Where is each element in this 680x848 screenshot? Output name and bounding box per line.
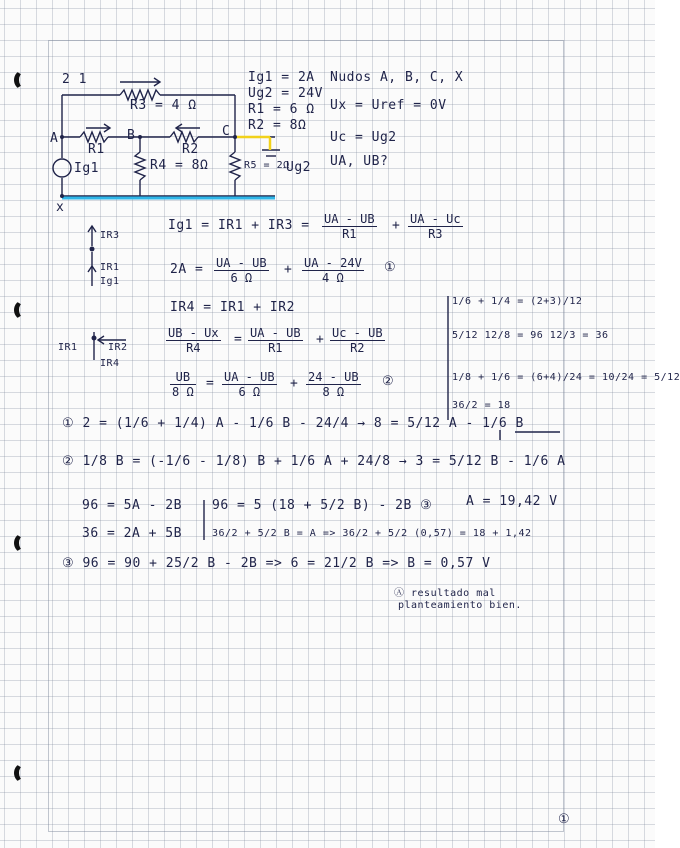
given-r2: R2 = 8Ω: [248, 118, 307, 133]
node-b-eq3-fraction2: [222, 370, 277, 399]
side-calc-line-1: 1/6 + 1/4 = (2+3)/12: [452, 296, 583, 307]
given-unknowns: UA, UB?: [330, 154, 389, 169]
plus-sign: +: [290, 376, 299, 391]
fraction-denominator: 8 Ω: [172, 385, 194, 399]
node-a-eq1-fraction2: [408, 212, 463, 241]
fraction-denominator: 4 Ω: [322, 271, 344, 285]
fraction-numerator: UA - UB: [224, 370, 275, 384]
node-a-label-ig1: Ig1: [100, 276, 120, 287]
plus-sign: +: [392, 218, 401, 233]
equals-sign: =: [234, 332, 243, 347]
equals-sign: =: [206, 376, 215, 391]
given-reference: Ux = Uref = 0V: [330, 98, 447, 113]
side-calc-line-2: 5/12 12/8 = 96 12/3 = 36: [452, 330, 609, 341]
plus-sign: +: [284, 262, 293, 277]
note-line-1: Ⓐ resultado mal: [394, 588, 496, 599]
node-b-eq2-fraction2: [248, 326, 303, 355]
node-b-eq2-fraction3: [330, 326, 385, 355]
solution-line-3b: 96 = 5 (18 + 5/2 B) - 2B ③: [212, 498, 433, 513]
page-number: ①: [558, 812, 571, 827]
node-b-eq3-fraction1: [170, 370, 196, 399]
fraction-denominator: R3: [428, 227, 443, 241]
fraction-numerator: UA - 24V: [304, 256, 362, 270]
solution-line-1: ① 2 = (1/6 + 1/4) A - 1/6 B - 24/4 → 8 = 5/12 A - 1/6 B: [62, 416, 524, 431]
node-a-eq2-lhs: 2A =: [170, 262, 204, 277]
node-b-eq3-fraction3: [306, 370, 361, 399]
solution-line-5: ③ 96 = 90 + 25/2 B - 2B => 6 = 21/2 B => B = 0,57 V: [62, 556, 491, 571]
fraction-numerator: UB - Ux: [168, 326, 219, 340]
fraction-denominator: R1: [342, 227, 357, 241]
fraction-numerator: Uc - UB: [332, 326, 383, 340]
solution-result-a: A = 19,42 V: [466, 494, 558, 509]
node-label-c: C: [222, 124, 231, 139]
node-a-eq2-fraction1: [214, 256, 269, 285]
note-line-2: planteamiento bien.: [398, 600, 522, 611]
given-uc: Uc = Ug2: [330, 130, 397, 145]
fraction-numerator: UA - UB: [324, 212, 375, 226]
equation-marker: ②: [382, 374, 395, 389]
solution-line-4b: 36/2 + 5/2 B = A => 36/2 + 5/2 (0,57) = 18 + 1,42: [212, 528, 532, 539]
solution-line-4: 36 = 2A + 5B: [82, 526, 182, 541]
fraction-denominator: R2: [350, 341, 365, 355]
node-a-eq2-fraction2: [302, 256, 364, 285]
resistor-label-r3: R3 = 4 Ω: [130, 98, 197, 113]
given-r1: R1 = 6 Ω: [248, 102, 315, 117]
node-b-label-ir2: IR2: [108, 342, 128, 353]
fraction-numerator: UA - UB: [250, 326, 301, 340]
node-label-a: A: [50, 131, 59, 146]
solution-line-2: ② 1/8 B = (-1/6 - 1/8) B + 1/6 A + 24/8 → 3 = 5/12 B - 1/6 A: [62, 454, 566, 469]
fraction-numerator: UA - UB: [216, 256, 267, 270]
given-ig1: Ig1 = 2A: [248, 70, 315, 85]
exercise-number: 2 1: [62, 72, 87, 87]
fraction-denominator: R1: [268, 341, 283, 355]
side-calc-line-4: 36/2 = 18: [452, 400, 511, 411]
node-b-label-ir4: IR4: [100, 358, 120, 369]
fraction-numerator: UB: [170, 370, 196, 385]
node-b-eq1: IR4 = IR1 + IR2: [170, 300, 295, 315]
fraction-denominator: 6 Ω: [230, 271, 253, 285]
node-label-b: B: [127, 128, 136, 143]
equation-marker: ①: [384, 260, 397, 275]
fraction-numerator: 24 - UB: [308, 370, 359, 384]
resistor-label-r1: R1: [88, 142, 105, 157]
given-nodes: Nudos A, B, C, X: [330, 70, 464, 85]
fraction-denominator: 8 Ω: [322, 385, 345, 399]
fraction-denominator: 6 Ω: [238, 385, 261, 399]
node-label-x: x: [56, 200, 65, 215]
plus-sign: +: [316, 332, 325, 347]
node-a-eq1-fraction1: [322, 212, 377, 241]
fraction-denominator: R4: [186, 341, 201, 355]
given-ug2: Ug2 = 24V: [248, 86, 323, 101]
fraction-numerator: UA - Uc: [410, 212, 461, 226]
resistor-label-r4: R4 = 8Ω: [150, 158, 209, 173]
source-label-ug2: Ug2: [286, 160, 311, 175]
node-a-eq1-lhs: Ig1 = IR1 + IR3 =: [168, 218, 310, 233]
solution-line-3: 96 = 5A - 2B: [82, 498, 182, 513]
source-label-ig1: Ig1: [74, 161, 99, 176]
side-calc-line-3: 1/8 + 1/6 = (6+4)/24 = 10/24 = 5/12: [452, 372, 680, 383]
node-a-label-ir1: IR1: [100, 262, 120, 273]
node-b-label-ir1: IR1: [58, 342, 78, 353]
resistor-label-r5: R5 = 2Ω: [244, 160, 290, 171]
resistor-label-r2: R2: [182, 142, 199, 157]
node-b-eq2-fraction1: [166, 326, 221, 355]
node-a-label-ir3: IR3: [100, 230, 120, 241]
